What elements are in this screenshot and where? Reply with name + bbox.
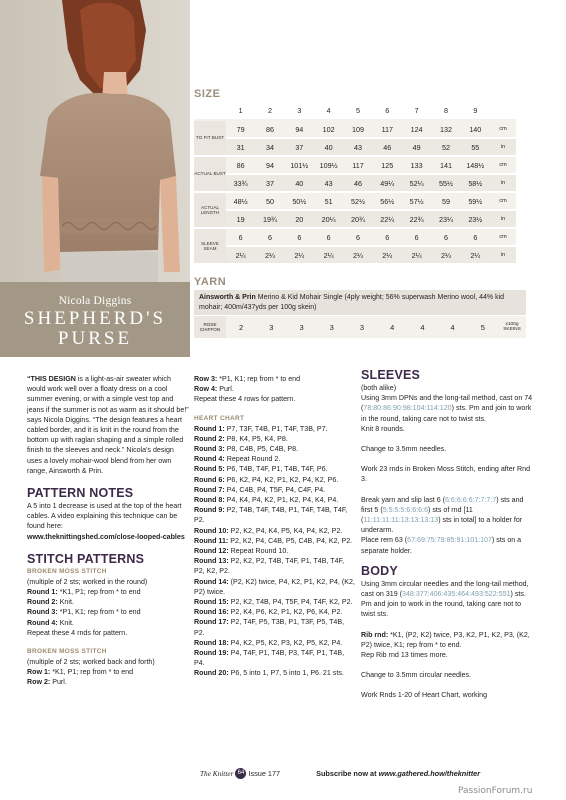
body-heading: BODY xyxy=(361,563,398,578)
middle-column xyxy=(194,374,356,679)
heart-chart-row: Round 16: P2, K4, P6, K2, P1, K2, P6, K4, P2. xyxy=(194,608,343,617)
yarn-skein-count: 3 xyxy=(286,316,316,338)
heart-chart-row: Round 7: P4, C4B, P4, T5F, P4, C4F, P4. xyxy=(194,485,326,494)
size-value: 6 xyxy=(226,228,255,246)
stitch-patterns-heading: STITCH PATTERNS xyxy=(27,551,145,566)
yarn-skein-count: 2 xyxy=(226,316,256,338)
size-value: 6 xyxy=(373,228,402,246)
heart-chart-row: Round 10: P2, K2, P4, K4, P5, K4, P4, K2, P2. xyxy=(194,526,343,535)
title-block xyxy=(0,282,190,357)
size-measure-row xyxy=(194,156,516,174)
intro-text xyxy=(27,374,189,476)
size-value: 20 xyxy=(285,210,314,228)
size-value: 6 xyxy=(314,228,343,246)
model-photo-graphic xyxy=(0,0,190,282)
size-measure-row xyxy=(194,246,516,264)
size-value: 57½ xyxy=(402,192,431,210)
sleeves-place-rem: Place rem 63 (67:69:75:79:85:91:101:107) sts on a separate holder. xyxy=(361,536,522,555)
page-number: 64 xyxy=(235,768,246,779)
size-value: 117 xyxy=(373,120,402,138)
size-measure-row xyxy=(194,138,516,156)
heart-chart-row: Round 12: Repeat Round 10. xyxy=(194,547,289,556)
size-number: 1 xyxy=(226,102,255,120)
sleeves-heading: SLEEVES xyxy=(361,368,421,382)
yarn-spec: Merino & Kid Mohair Single (4ply weight; 56% superwash Merino wool, 44% kid mohair; 400m/437yds per 100g skein) xyxy=(199,294,505,311)
size-number: 7 xyxy=(402,102,431,120)
size-value: 50½ xyxy=(285,192,314,210)
size-unit: cm xyxy=(490,228,516,246)
footer xyxy=(200,768,520,779)
size-value: 55 xyxy=(461,138,490,156)
size-heading: SIZE xyxy=(194,88,221,100)
heart-chart-heading: HEART CHART xyxy=(194,414,245,422)
size-value: 52½ xyxy=(343,192,372,210)
moss-flat-title: BROKEN MOSS STITCH xyxy=(27,648,107,656)
heart-chart-row: Round 8: P4, K4, P4, K2, P1, K2, P4, K4, P4. xyxy=(194,496,339,505)
yarn-brand: Ainsworth & Prin xyxy=(199,294,256,301)
moss-round-rows xyxy=(27,587,189,628)
size-value: 124 xyxy=(402,120,431,138)
body-rib-round: Rib rnd: *K1, (P2, K2) twice, P3, K2, P1, K2, P3, (K2, P2) twice, K1; rep from * to end. xyxy=(361,630,530,649)
moss-round-row: Round 4: Knit. xyxy=(27,618,74,627)
yarn-unit: x100g SKEINS xyxy=(498,316,526,338)
left-column xyxy=(27,374,189,688)
heart-chart-row: Round 9: P2, T4B, T4F, T4B, P1, T4F, T4B, T4F, P2. xyxy=(194,506,348,525)
size-measure-row xyxy=(194,120,516,138)
moss-flat-sub: (multiple of 2 sts; worked back and forth) xyxy=(27,658,155,667)
size-measure-row xyxy=(194,174,516,192)
size-value: 22¾ xyxy=(402,210,431,228)
size-value: 40 xyxy=(314,138,343,156)
size-value: 55½ xyxy=(431,174,460,192)
heart-chart-row: Round 18: P4, K2, P5, K2, P3, K2, P5, K2, P4. xyxy=(194,638,343,647)
size-value: 48½ xyxy=(226,192,255,210)
size-row-label: ACTUAL BUST xyxy=(194,156,226,192)
yarn-skein-count: 3 xyxy=(256,316,286,338)
yarn-colour-label: ROSE CHIFFON xyxy=(194,316,226,338)
size-value: 2¼ xyxy=(431,246,460,264)
size-value: 109 xyxy=(343,120,372,138)
heart-chart-row: Round 11: P2, K2, P4, C4B, P5, C4B, P4, K2, P2. xyxy=(194,536,353,545)
size-value: 6 xyxy=(285,228,314,246)
size-value: 86 xyxy=(226,156,255,174)
size-unit: in xyxy=(490,174,516,192)
yarn-heading: YARN xyxy=(194,276,227,288)
size-value: 37 xyxy=(255,174,284,192)
moss-flat-repeat: Repeat these 4 rows for pattern. xyxy=(194,395,296,404)
size-value: 31 xyxy=(226,138,255,156)
size-value: 2¼ xyxy=(373,246,402,264)
size-value: 59½ xyxy=(461,192,490,210)
size-value: 132 xyxy=(431,120,460,138)
heart-chart-row: Round 17: P2, T4F, P5, T3B, P1, T3F, P5, T4B, P2. xyxy=(194,618,345,637)
intro-body: is a light-as-air sweater which would work well over a floaty dress on a cool summer evening, or with a simple vest top and jeans if the summer is not as warm as it should be!” says Nicola Diggins. “The design features a heart cabled border, and it is knit in the round from the bottom up with raglan shaping and a simple rolled finish to the sleeves and neck.” Nicola's design uses a lovely mohair-wool blend from her own range, Ainsworth & Prin. xyxy=(27,375,189,475)
size-value: 46 xyxy=(343,174,372,192)
size-value: 2¼ xyxy=(255,246,284,264)
sleeves-moss: Work 23 rnds in Broken Moss Stitch, ending after Rnd 3. xyxy=(361,465,531,484)
designer-name: Nicola Diggins xyxy=(58,295,132,307)
size-value: 46 xyxy=(373,138,402,156)
size-value: 101½ xyxy=(285,156,314,174)
sleeves-knit-rounds: Knit 8 rounds. xyxy=(361,424,405,433)
pattern-name-line1: SHEPHERD'S xyxy=(23,308,167,329)
moss-flat-row: Row 2: Purl. xyxy=(27,678,67,687)
size-number: 5 xyxy=(343,102,372,120)
size-value: 59 xyxy=(431,192,460,210)
pattern-notes-text: A 5 into 1 decrease is used at the top of the heart cables. A video explaining this technique can be found here: xyxy=(27,502,182,531)
size-value: 2¼ xyxy=(285,246,314,264)
moss-flat-row: Row 3: *P1, K1; rep from * to end xyxy=(194,375,301,383)
size-value: 58½ xyxy=(461,174,490,192)
size-unit: cm xyxy=(490,192,516,210)
size-value: 2¼ xyxy=(402,246,431,264)
size-row-label: TO FIT BUST xyxy=(194,120,226,156)
heart-chart-row: Round 19: P4, T4F, P1, T4B, P3, T4F, P1, T4B, P4. xyxy=(194,649,345,668)
yarn-table xyxy=(194,316,526,338)
size-value: 102 xyxy=(314,120,343,138)
right-column xyxy=(361,368,533,701)
size-value: 19¾ xyxy=(255,210,284,228)
moss-round-row: Round 1: *K1, P1; rep from * to end xyxy=(27,588,141,597)
size-value: 33¾ xyxy=(226,174,255,192)
heart-chart-row: Round 15: P2, K2, T4B, P4, T5F, P4, T4F, K2, P2. xyxy=(194,598,353,607)
body-rib-repeat: Rep Rib rnd 13 times more. xyxy=(361,651,448,660)
size-value: 117 xyxy=(343,156,372,174)
size-value: 37 xyxy=(285,138,314,156)
footer-issue: Issue 177 xyxy=(248,769,281,778)
sleeves-sub: (both alike) xyxy=(361,384,397,392)
size-unit: in xyxy=(490,246,516,264)
size-measure-row xyxy=(194,210,516,228)
size-value: 20¼ xyxy=(314,210,343,228)
moss-flat-row: Row 4: Purl. xyxy=(194,385,234,394)
footer-magazine: The Knitter xyxy=(200,769,234,778)
size-value: 6 xyxy=(255,228,284,246)
footer-subscribe: Subscribe now at www.gathered.how/theknitter xyxy=(316,769,481,778)
pattern-notes-url[interactable]: www.theknittingshed.com/close-looped-cables xyxy=(27,532,185,541)
size-value: 49¼ xyxy=(373,174,402,192)
heart-chart-row: Round 4: Repeat Round 2. xyxy=(194,455,281,464)
yarn-skein-count: 4 xyxy=(438,316,468,338)
heart-chart-row: Round 2: P8, K4, P5, K4, P8. xyxy=(194,434,288,443)
sleeves-underarm: Break yarn and slip last 6 (6:6:6:6:6:7:7:7:7) sts and first 5 (5:5:5:5:6:6:6:6) sts of rnd [11 (11:11:11:11:13:13:13:13) sts in total] to a holder for underarm. xyxy=(361,495,524,535)
size-number: 3 xyxy=(285,102,314,120)
moss-round-row: Round 2: Knit. xyxy=(27,598,74,607)
size-value: 40 xyxy=(285,174,314,192)
size-number: 6 xyxy=(373,102,402,120)
model-photo xyxy=(0,0,190,282)
size-value: 51 xyxy=(314,192,343,210)
pattern-notes-heading: PATTERN NOTES xyxy=(27,486,134,501)
size-value: 133 xyxy=(402,156,431,174)
size-value: 50 xyxy=(255,192,284,210)
size-value: 20¾ xyxy=(343,210,372,228)
size-value: 125 xyxy=(373,156,402,174)
size-unit: cm xyxy=(490,156,516,174)
size-table xyxy=(194,102,516,265)
size-value: 52 xyxy=(431,138,460,156)
size-value: 2¼ xyxy=(343,246,372,264)
size-value: 2¼ xyxy=(314,246,343,264)
size-value: 52¼ xyxy=(402,174,431,192)
size-value: 23¼ xyxy=(431,210,460,228)
footer-url[interactable]: www.gathered.how/theknitter xyxy=(378,769,481,778)
size-value: 56½ xyxy=(373,192,402,210)
size-value: 94 xyxy=(255,156,284,174)
size-unit: in xyxy=(490,138,516,156)
size-value: 6 xyxy=(461,228,490,246)
size-value: 94 xyxy=(285,120,314,138)
size-value: 43 xyxy=(314,174,343,192)
size-value: 23½ xyxy=(461,210,490,228)
size-row-label: SLEEVE SEAM xyxy=(194,228,226,264)
moss-round-sub: (multiple of 2 sts; worked in the round) xyxy=(27,577,148,586)
size-value: 109½ xyxy=(314,156,343,174)
size-value: 79 xyxy=(226,120,255,138)
moss-round-row: Round 3: *P1, K1; rep from * to end xyxy=(27,608,141,617)
watermark: PassionForum.ru xyxy=(458,786,533,796)
size-number: 4 xyxy=(314,102,343,120)
size-number: 8 xyxy=(431,102,460,120)
size-value: 43 xyxy=(343,138,372,156)
size-value: 141 xyxy=(431,156,460,174)
body-cast-on: Using 3mm circular needles and the long-tail method, cast on 319 (348:377:406:435:464:493:522:551) sts. Pm and join to work in the round, taking care not to twist sts. xyxy=(361,579,529,619)
body-change-needles: Change to 3.5mm circular needles. xyxy=(361,671,472,680)
size-row-label: ACTUAL LENGTH xyxy=(194,192,226,228)
sleeves-change-needles: Change to 3.5mm needles. xyxy=(361,445,447,454)
yarn-skein-count: 3 xyxy=(317,316,347,338)
heart-chart-row: Round 13: P2, K2, P2, T4B, T4F, P1, T4B, T4F, P2, K2, P2. xyxy=(194,557,345,576)
heart-chart-row: Round 20: P6, 5 into 1, P7, 5 into 1, P6. 21 sts. xyxy=(194,669,344,678)
yarn-skein-count: 4 xyxy=(407,316,437,338)
yarn-skein-count: 3 xyxy=(347,316,377,338)
heart-chart-rows xyxy=(194,424,356,679)
size-value: 49 xyxy=(402,138,431,156)
size-value: 2¼ xyxy=(461,246,490,264)
moss-flat-row: Row 1: *K1, P1; rep from * to end xyxy=(27,668,134,677)
size-value: 34 xyxy=(255,138,284,156)
heart-chart-row: Round 5: P6, T4B, T4F, P1, T4B, T4F, P6. xyxy=(194,465,328,474)
pattern-name-line2: PURSE xyxy=(57,328,133,349)
size-value: 148½ xyxy=(461,156,490,174)
intro-lead: “THIS DESIGN xyxy=(27,375,76,383)
size-value: 6 xyxy=(431,228,460,246)
size-value: 6 xyxy=(402,228,431,246)
size-number: 2 xyxy=(255,102,284,120)
size-value: 86 xyxy=(255,120,284,138)
body-heart-chart: Work Rnds 1-20 of Heart Chart, working xyxy=(361,691,488,700)
size-number-row xyxy=(194,102,516,120)
yarn-description xyxy=(194,290,526,315)
size-value: 140 xyxy=(461,120,490,138)
size-number: 9 xyxy=(461,102,490,120)
size-value: 19 xyxy=(226,210,255,228)
size-measure-row xyxy=(194,228,516,246)
moss-flat-rows-continued xyxy=(194,374,356,394)
moss-flat-rows xyxy=(27,667,189,687)
moss-round-title: BROKEN MOSS STITCH xyxy=(27,567,107,575)
size-value: 22¼ xyxy=(373,210,402,228)
heart-chart-row: Round 1: P7, T3F, T4B, P1, T4F, T3B, P7. xyxy=(194,424,328,433)
heart-chart-row: Round 6: P6, K2, P4, K2, P1, K2, P4, K2, P6. xyxy=(194,475,339,484)
heart-chart-row: Round 14: (P2, K2) twice, P4, K2, P1, K2, P4, (K2, P2) twice. xyxy=(194,577,355,596)
size-measure-row xyxy=(194,192,516,210)
heart-chart-row: Round 3: P8, C4B, P5, C4B, P8. xyxy=(194,445,299,454)
size-unit: cm xyxy=(490,120,516,138)
sleeves-cast-on: Using 3mm DPNs and the long-tail method, cast on 74 (78:80:86:90:98:104:114:120) sts. Pm and join to work in the round, taking care not to twist sts. xyxy=(361,394,533,423)
size-value: 6 xyxy=(343,228,372,246)
yarn-skein-count: 5 xyxy=(468,316,498,338)
yarn-skein-count: 4 xyxy=(377,316,407,338)
size-value: 2¼ xyxy=(226,246,255,264)
size-unit: in xyxy=(490,210,516,228)
moss-round-repeat: Repeat these 4 rnds for pattern. xyxy=(27,628,128,637)
